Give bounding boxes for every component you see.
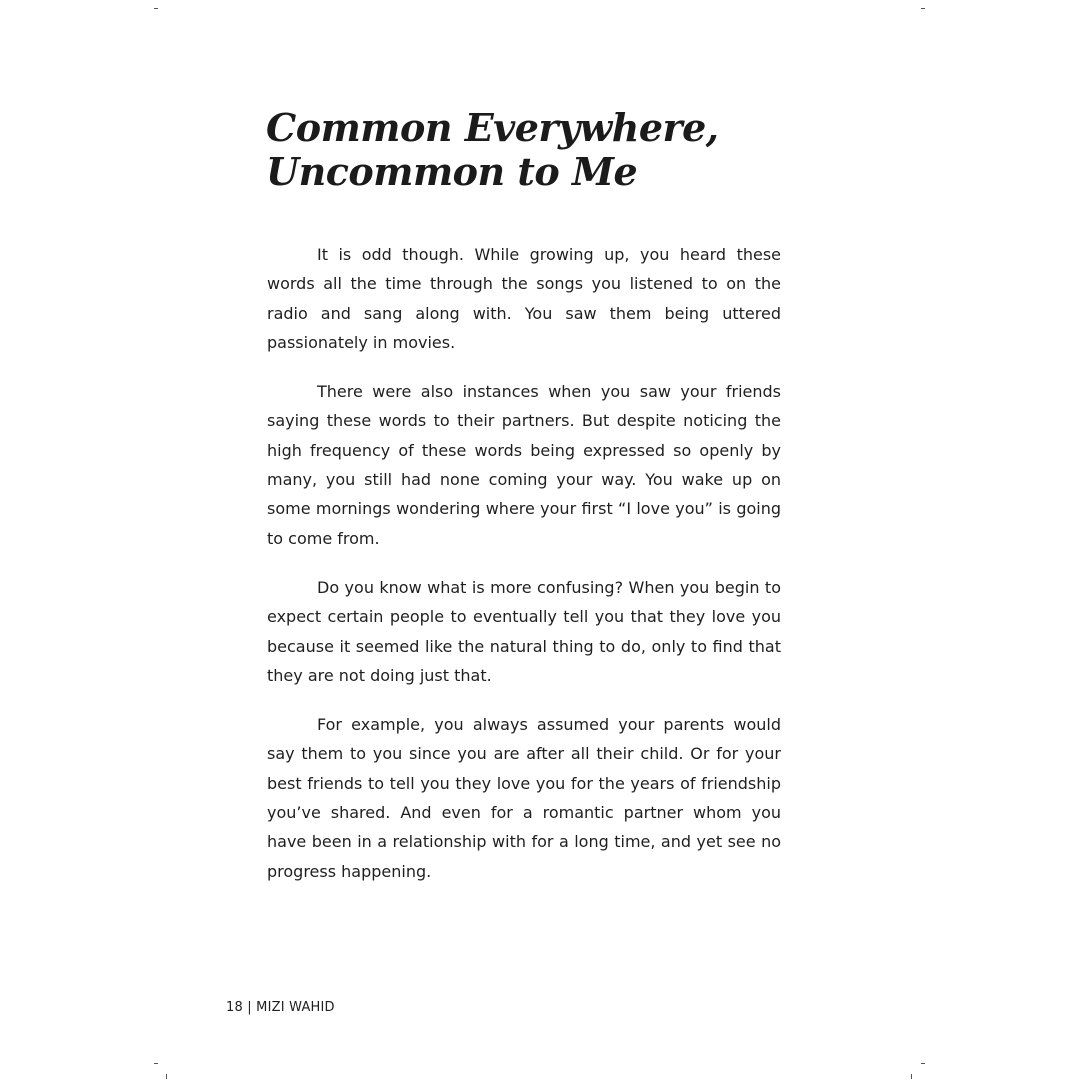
crop-mark-bottom-left-tick (166, 1074, 167, 1079)
crop-mark-top-left (154, 8, 158, 9)
paragraph: It is odd though. While growing up, you heard these words all the time through the songs you listened to on the radio and sang along with. You saw them being uttered passionately in movies. (267, 245, 781, 352)
crop-mark-top-right (921, 8, 925, 9)
chapter-title-line-2: Uncommon to Me (266, 149, 638, 194)
body-text (267, 240, 781, 906)
page-footer: 18 | MIZI WAHID (226, 1000, 335, 1015)
paragraph: For example, you always assumed your parents would say them to you since you are after all their child. Or for your best friends to tell you they love you for the years of friendship you’ve shared. And even for a romantic partner whom you have been in a relationship with for a long time, and yet see no progress happening. (267, 715, 781, 881)
paragraph: Do you know what is more confusing? When you begin to expect certain people to eventually tell you that they love you because it seemed like the natural thing to do, only to find that they are not doing just that. (267, 577, 781, 685)
chapter-title (266, 106, 786, 194)
crop-mark-bottom-left (154, 1063, 158, 1064)
chapter-title-line-1: Common Everywhere, (266, 105, 719, 150)
crop-mark-bottom-right-tick (911, 1074, 912, 1079)
paragraph: There were also instances when you saw your friends saying these words to their partners. But despite noticing the high frequency of these words being expressed so openly by many, you still had none coming your way. You wake up on some mornings wondering where your first “I love you” is going to come from. (267, 382, 781, 548)
crop-mark-bottom-right (921, 1063, 925, 1064)
